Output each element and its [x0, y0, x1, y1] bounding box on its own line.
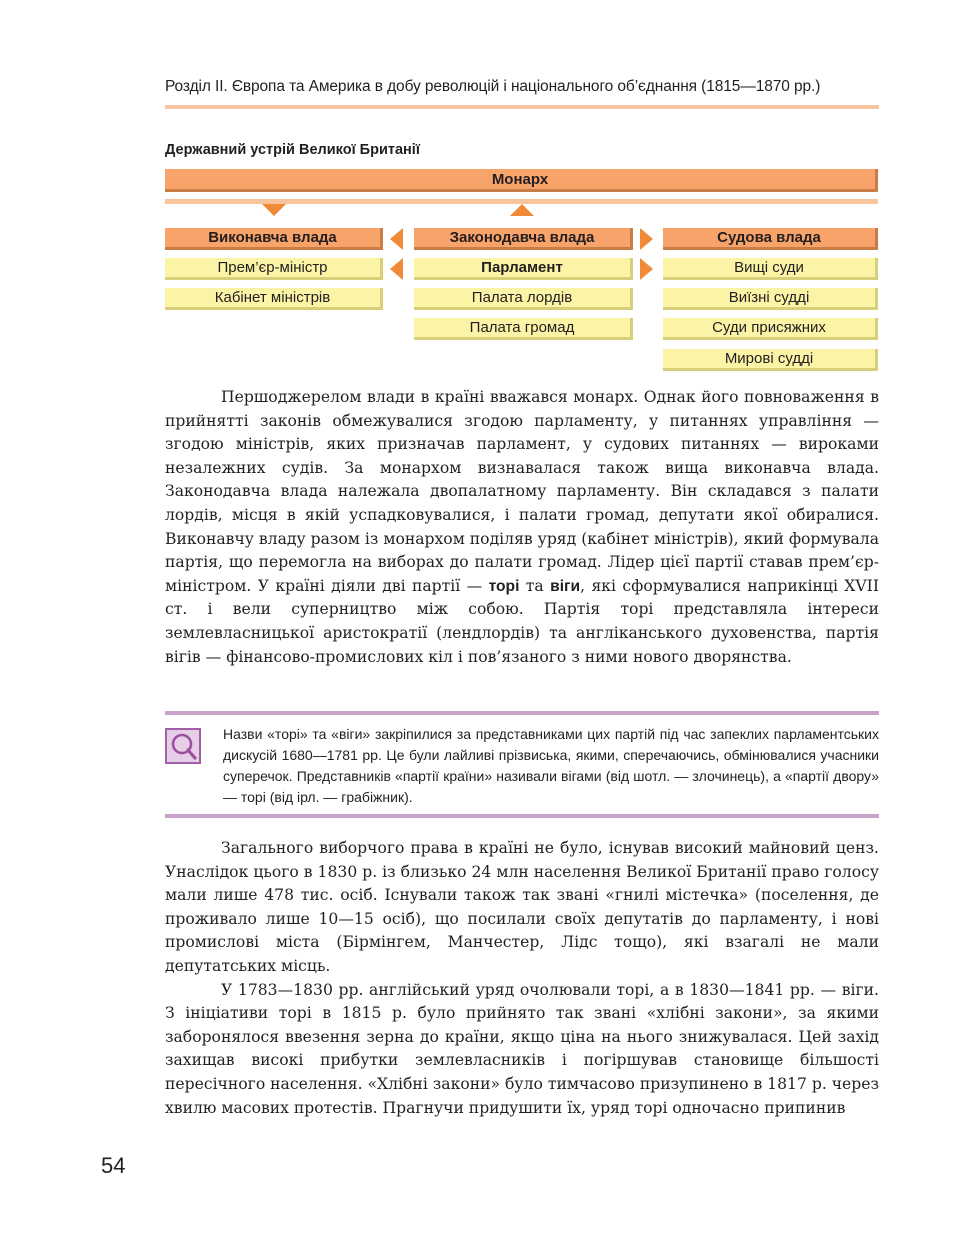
- judicial-power-box: Судова влада: [663, 228, 878, 250]
- house-of-lords-box: Палата лордів: [414, 288, 633, 310]
- arrow-right-icon: [640, 228, 653, 250]
- arrow-right-icon: [640, 258, 653, 280]
- paragraph-1-text-a: Першоджерелом влади в країні вважався монарх. Однак його повноваження в прийнятті законів обмежувалися згодою парламенту, у питаннях управління — згодою міністрів, яких призначав парламент, у судових питаннях — вироками незалежних судів. За монархом визнавалася також вища виконавча влада. Законодавча влада належала двопалатному парламенту. Він складався з палати лордів, місця в якій успадковувалися, і палати громад, депутати якої обиралися. Виконавчу владу разом із монархом поділяв уряд (кабінет міністрів), який формувала партія, що перемогла на виборах до палати громад. Лідер цієї партії ставав прем’єр-міністром. У країні діяли дві партії —: [165, 388, 879, 595]
- arrow-left-icon: [390, 228, 403, 250]
- note-text: Назви «торі» та «віги» закріпилися за представниками цих партій під час запеклих парламентських дискусій 1680—1781 рр. Це були лайливі прізвиська, якими, сперечаючись, обмінювалися учасники суперечок. Представників «партії країни» називали вігами (від шотл. — злочинець), а «партії двору» — торі (від ірл. — грабіжник).: [223, 726, 879, 805]
- term-whigs: віги: [550, 577, 581, 595]
- justices-of-peace-box: Мирові судді: [663, 349, 878, 371]
- page-number: 54: [101, 1153, 126, 1178]
- paragraph-2-3-block: [165, 837, 879, 1120]
- term-tories: торі: [488, 577, 520, 595]
- paragraph-1-text-c: , які сформувалися наприкінці XVII ст. і вели суперництво між собою. Партія торі представляла інтереси землевласницької аристократії (лендлордів) та англіканського духовенства, партія вігів — фінансово-промислових кіл і пов’язаного з ними нового дворянства.: [165, 576, 879, 666]
- parliament-box: Парламент: [414, 258, 633, 280]
- jury-courts-box: Суди присяжних: [663, 318, 878, 340]
- arrow-down-to-executive: [262, 204, 286, 216]
- header-divider: [165, 105, 879, 109]
- magnifier-icon: [165, 728, 201, 764]
- prime-minister-box: Прем’єр-міністр: [165, 258, 383, 280]
- monarch-box: Монарх: [165, 169, 878, 192]
- circuit-judges-box: Виїзні судді: [663, 288, 878, 310]
- house-of-commons-box: Палата громад: [414, 318, 633, 340]
- arrow-left-icon: [390, 258, 403, 280]
- note-bottom-rule: [165, 814, 879, 818]
- arrow-up-from-legislative: [510, 204, 534, 216]
- paragraph-2: Загального виборчого права в країні не було, існував високий майновий ценз. Унаслідок цього в 1830 р. із близько 24 млн населення Великої Британії право голосу мали лише 478 тис. осіб. Існували також так звані «гнилі містечка» (поселення, де проживало лише 10—15 осіб), що посилали своїх депутатів до парламенту, і нові промислові міста (Бірмінгем, Манчестер, Лідс тощо), які взагалі не мали депутатських місць.: [165, 839, 879, 975]
- executive-power-box: Виконавча влада: [165, 228, 383, 250]
- cabinet-box: Кабінет міністрів: [165, 288, 383, 310]
- diagram-title: Державний устрій Великої Британії: [165, 142, 420, 158]
- legislative-power-box: Законодавча влада: [414, 228, 633, 250]
- note-top-rule: [165, 711, 879, 715]
- running-header: Розділ ІІ. Європа та Америка в добу революцій і національного об’єднання (1815—1870 рр.): [165, 78, 821, 95]
- paragraph-1-text-b: та: [519, 576, 551, 595]
- paragraph-1: [165, 386, 879, 669]
- supreme-courts-box: Вищі суди: [663, 258, 878, 280]
- paragraph-1-block: [165, 386, 879, 669]
- paragraph-3: У 1783—1830 рр. англійський уряд очолювали торі, а в 1830—1841 рр. — віги. З ініціативи торі в 1815 р. було прийнято так звані «хлібні закони», за якими заборонялося ввезення зерна до країни, якщо ціна на нього знижувалася. Цей захід захищав високі прибутки землевласників і погіршував становище більшості пересічного населення. «Хлібні закони» було тимчасово призупинено в 1817 р. через хвилю масових протестів. Прагнучи придушити їх, уряд торі одночасно припинив: [165, 980, 879, 1117]
